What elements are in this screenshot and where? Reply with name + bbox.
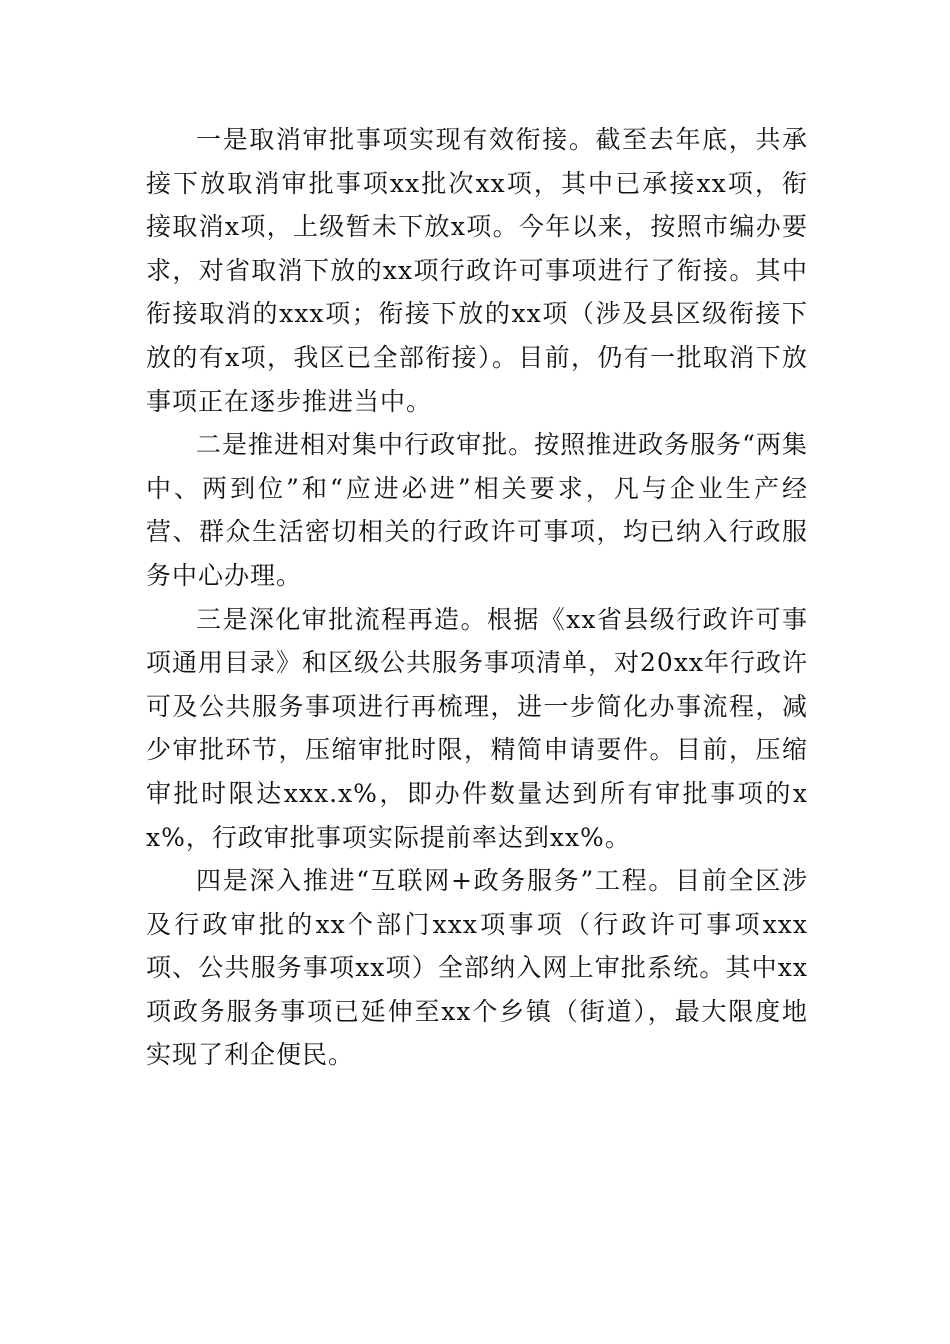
document-body (146, 118, 808, 1077)
paragraph-4: 四是深入推进“互联网+政务服务”工程。目前全区涉及行政审批的xx个部门xxx项事项（行政许可事项xxx项、公共服务事项xx项）全部纳入网上审批系统。其中xx项政务服务事项已延伸至xx个乡镇（街道），最大限度地实现了利企便民。 (146, 866, 808, 1070)
paragraph-3: 三是深化审批流程再造。根据《xx省县级行政许可事项通用目录》和区级公共服务事项清单，对20xx年行政许可及公共服务事项进行再梳理，进一步简化办事流程，减少审批环节，压缩审批时限，精简申请要件。目前，压缩审批时限达xxx.x%，即办件数量达到所有审批事项的xx%，行政审批事项实际提前率达到xx%。 (146, 604, 809, 852)
paragraph-1: 一是取消审批事项实现有效衔接。截至去年底，共承接下放取消审批事项xx批次xx项，其中已承接xx项，衔接取消x项，上级暂未下放x项。今年以来，按照市编办要求，对省取消下放的xx项行政许可事项进行了衔接。其中衔接取消的xxx项；衔接下放的xx项（涉及县区级衔接下放的有x项，我区已全部衔接）。目前，仍有一批取消下放事项正在逐步推进当中。 (146, 125, 808, 416)
paragraph-2: 二是推进相对集中行政审批。按照推进政务服务“两集中、两到位”和“应进必进”相关要求，凡与企业生产经营、群众生活密切相关的行政许可事项，均已纳入行政服务中心办理。 (146, 430, 808, 590)
